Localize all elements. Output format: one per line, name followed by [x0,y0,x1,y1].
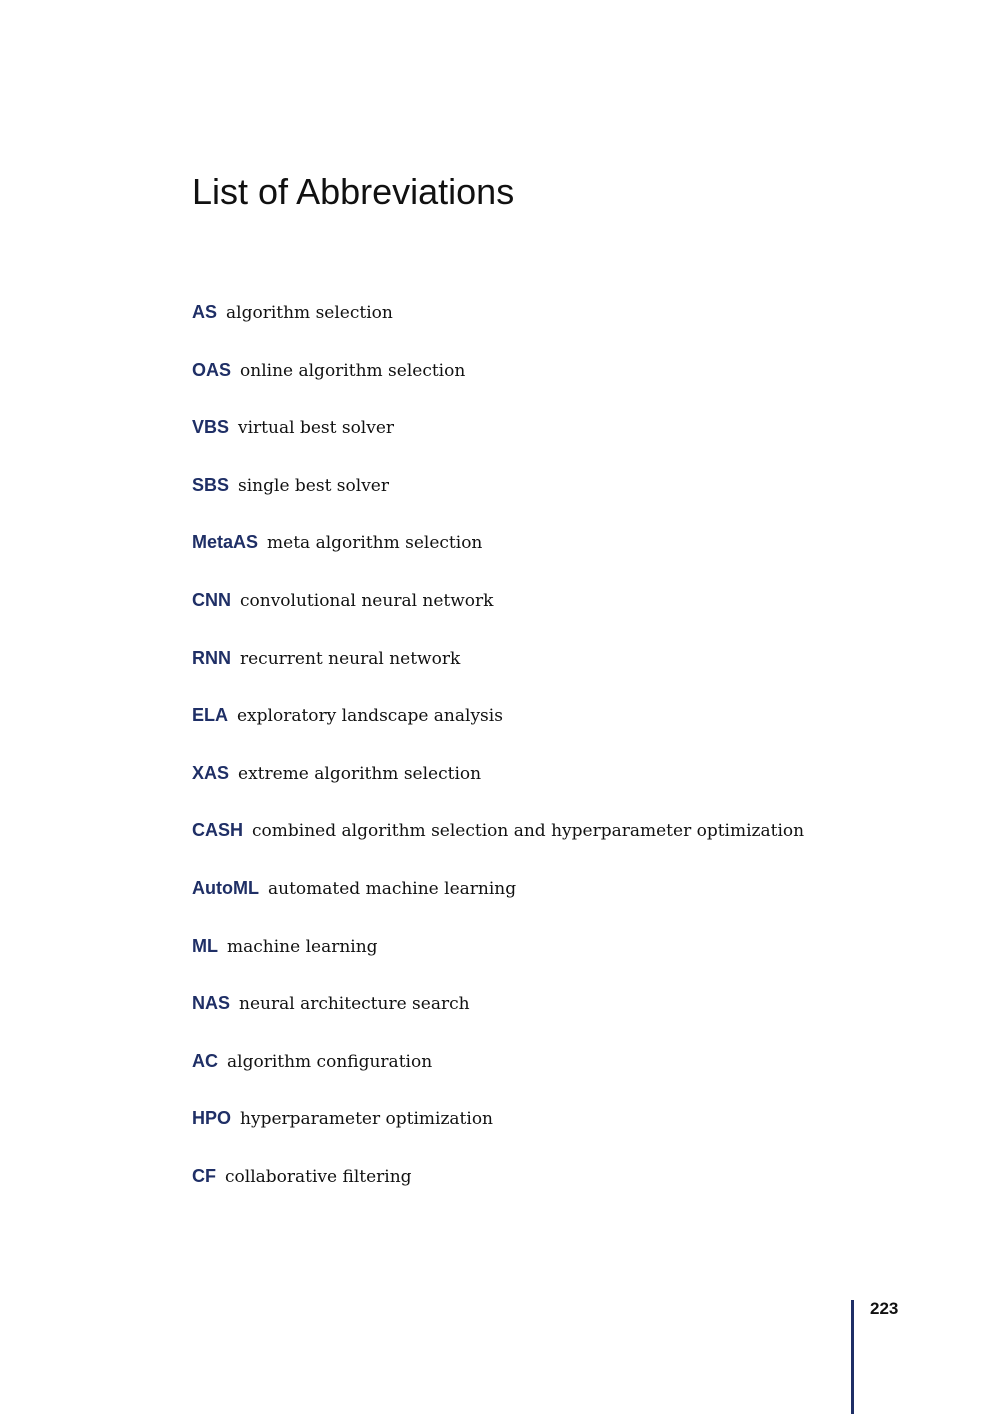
abbreviation-entry [192,526,804,584]
abbreviation-definition: online algorithm selection [240,360,466,381]
abbreviation-definition: convolutional neural network [240,590,494,611]
abbreviation-entry [192,642,804,700]
abbreviation-entry [192,814,804,872]
abbreviation-term: AS [192,302,218,322]
abbreviation-term: XAS [192,762,230,783]
abbreviation-entry [192,354,804,412]
abbreviation-list [192,296,804,1218]
abbreviation-definition: recurrent neural network [240,648,461,669]
abbreviation-term: CNN [192,589,231,610]
abbreviation-term: ELA [192,705,228,726]
abbreviation-definition: neural architecture search [239,994,470,1015]
abbreviation-entry [192,699,804,757]
abbreviation-definition: collaborative filtering [225,1166,412,1187]
abbreviation-term: MetaAS [192,532,259,553]
abbreviation-definition: machine learning [227,936,378,957]
abbreviation-entry [192,757,804,815]
abbreviation-term: OAS [192,359,232,380]
abbreviation-term: RNN [192,647,231,668]
abbreviation-entry [192,1045,804,1103]
abbreviation-entry [192,296,804,354]
abbreviation-term: AutoML [192,877,259,898]
abbreviation-entry [192,584,804,642]
abbreviation-entry [192,872,804,930]
page-title: List of Abbreviations [192,171,515,212]
abbreviation-entry [192,1160,804,1218]
abbreviation-definition: hyperparameter optimization [240,1109,494,1130]
abbreviation-definition: virtual best solver [238,418,395,439]
abbreviation-term: CASH [192,820,244,841]
abbreviation-term: AC [192,1050,218,1071]
abbreviation-term: VBS [192,417,230,438]
abbreviation-entry [192,987,804,1045]
abbreviation-term: CF [192,1165,216,1186]
abbreviation-entry [192,469,804,527]
abbreviation-term: NAS [192,993,231,1014]
abbreviation-definition: extreme algorithm selection [238,763,482,784]
abbreviation-definition: single best solver [238,475,389,496]
margin-rule [851,1300,854,1414]
abbreviation-term: SBS [192,474,230,495]
abbreviation-definition: algorithm selection [226,303,393,323]
page-number: 223 [870,1299,899,1318]
abbreviation-definition: meta algorithm selection [267,533,483,554]
abbreviation-definition: combined algorithm selection and hyperparameter optimization [252,821,805,842]
abbreviation-term: HPO [192,1108,232,1129]
abbreviation-term: ML [192,935,218,956]
abbreviation-definition: automated machine learning [267,878,517,899]
abbreviation-entry [192,1102,804,1160]
abbreviation-entry [192,411,804,469]
abbreviation-definition: exploratory landscape analysis [237,706,503,727]
abbreviation-entry [192,930,804,988]
abbreviation-definition: algorithm configuration [227,1051,433,1072]
